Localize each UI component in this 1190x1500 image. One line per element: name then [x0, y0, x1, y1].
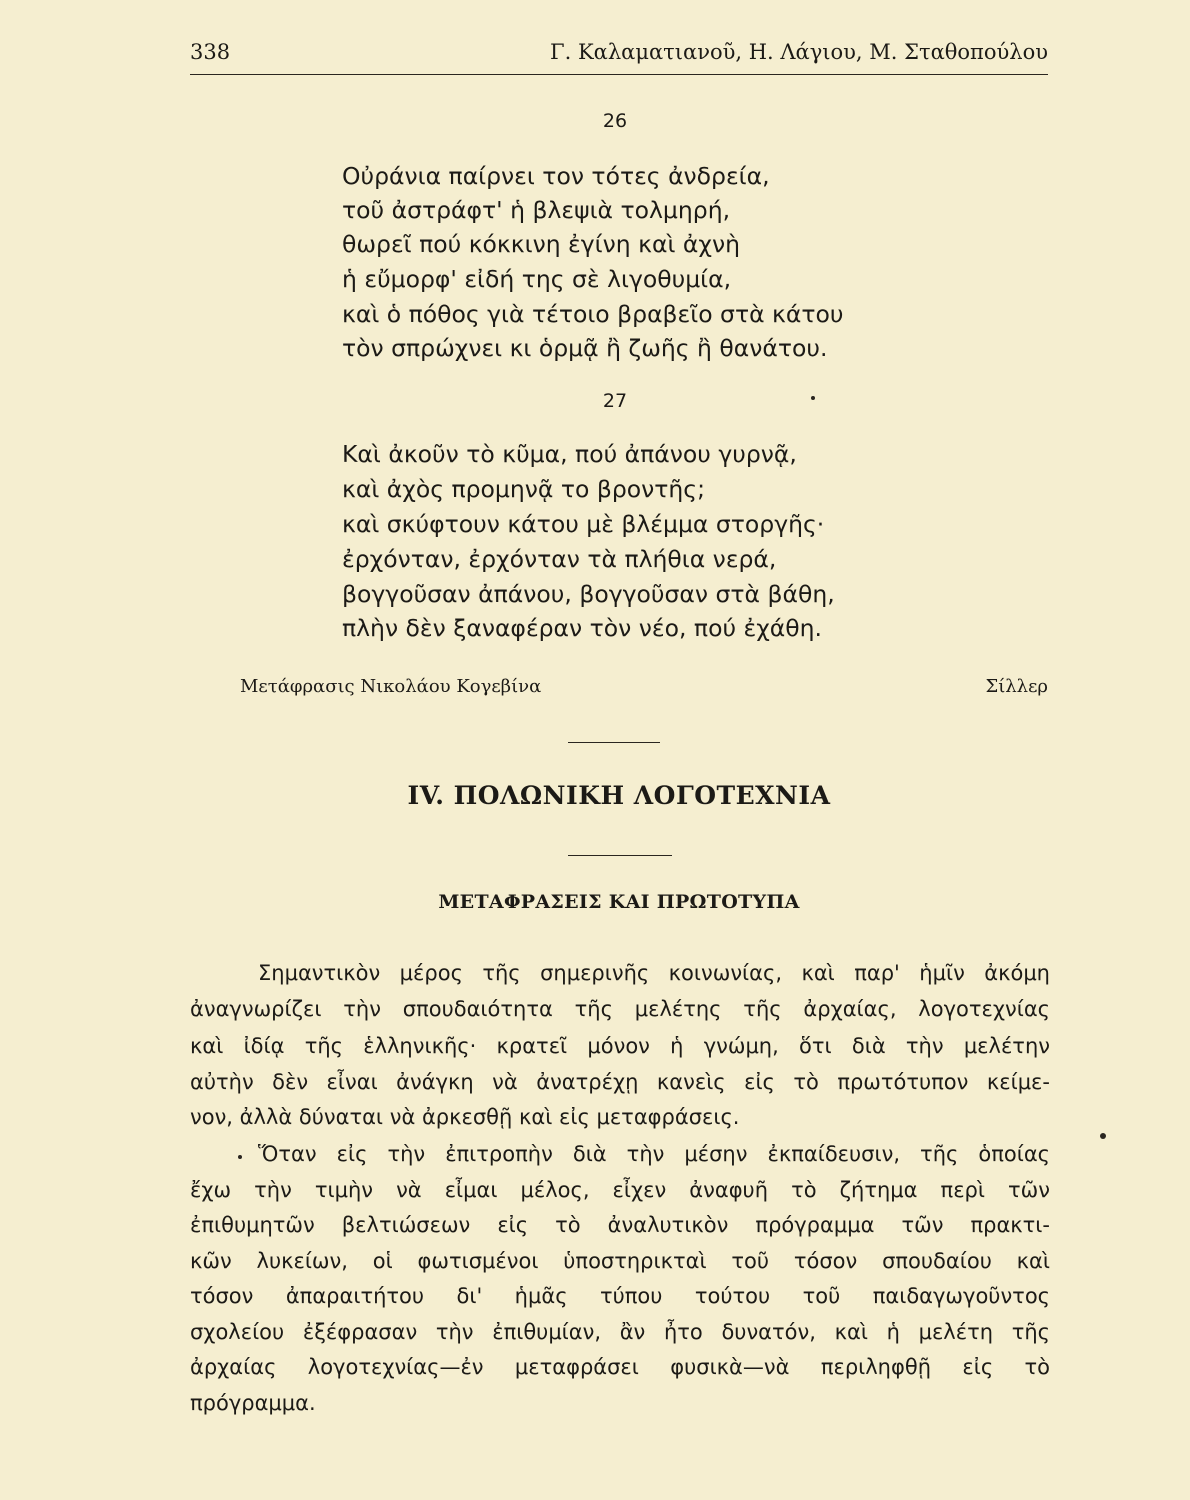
- stanza-number: 27: [602, 390, 628, 412]
- poem-line: θωρεῖ πού κόκκινη ἐγίνη καὶ ἀχνὴ: [342, 230, 740, 258]
- paragraph-line: σχολείου ἐξέφρασαν τὴν ἐπιθυμίαν, ἂν ἦτο δυνατόν, καὶ ἡ μελέτη τῆς: [190, 1320, 1050, 1344]
- poem-line: πλὴν δὲν ξαναφέραν τὸν νέο, πού ἐχάθη.: [342, 614, 823, 642]
- paragraph-line: ἀρχαίας λογοτεχνίας—ἐν μεταφράσει φυσικὰ—νὰ περιληφθῇ εἰς τὸ: [190, 1355, 1050, 1379]
- header-rule: [190, 74, 1048, 75]
- section-divider: [568, 742, 660, 743]
- poem-line: ἡ εὔμορφ' εἰδή της σὲ λιγοθυμία,: [342, 265, 732, 293]
- poem-line: Καὶ ἀκοῦν τὸ κῦμα, πού ἀπάνου γυρνᾷ,: [342, 440, 797, 468]
- paragraph-line: Ὅταν εἰς τὴν ἐπιτροπὴν διὰ τὴν μέσην ἐκπαίδευσιν, τῆς ὁποίας: [258, 1142, 1050, 1166]
- paragraph-line: αὐτὴν δὲν εἶναι ἀνάγκη νὰ ἀνατρέχῃ κανεὶς εἰς τὸ πρωτότυπον κείμε-: [190, 1070, 1050, 1094]
- paragraph-line: κῶν λυκείων, οἱ φωτισμένοι ὑποστηρικταὶ τοῦ τόσον σπουδαίου καὶ: [190, 1249, 1050, 1273]
- section-title: IV. ΠΟΛΩΝΙΚΗ ΛΟΓΟΤΕΧΝΙΑ: [407, 781, 831, 810]
- poem-line: ἐρχόνταν, ἐρχόνταν τὰ πλήθια νερά,: [342, 545, 777, 573]
- page-header: [190, 40, 1048, 74]
- paragraph-line: νον, ἀλλὰ δύναται νὰ ἀρκεσθῇ καὶ εἰς μεταφράσεις.: [190, 1105, 740, 1129]
- paragraph-line: ἐπιθυμητῶν βελτιώσεων εἰς τὸ ἀναλυτικὸν πρόγραμμα τῶν πρακτι-: [190, 1213, 1050, 1237]
- paragraph-line: πρόγραμμα.: [190, 1391, 316, 1415]
- paragraph-line: τόσον ἀπαραιτήτου δι' ἡμᾶς τύπου τούτου τοῦ παιδαγωγοῦντος: [190, 1284, 1050, 1308]
- paragraph-line: ἀναγνωρίζει τὴν σπουδαιότητα τῆς μελέτης τῆς ἀρχαίας, λογοτεχνίας: [190, 997, 1050, 1021]
- running-head: Γ. Καλαματιανοῦ, Η. Λάγιου, Μ. Σταθοπούλου: [550, 40, 1048, 64]
- stanza-number: 26: [602, 110, 628, 132]
- poem-line: τοῦ ἀστράφτ' ἡ βλεψιὰ τολμηρή,: [342, 196, 731, 224]
- poem-line: καὶ σκύφτουν κάτου μὲ βλέμμα στοργῆς·: [342, 510, 825, 538]
- title-divider: [568, 855, 672, 856]
- paragraph-line: καὶ ἰδίᾳ τῆς ἑλληνικῆς· κρατεῖ μόνον ἡ γνώμη, ὅτι διὰ τὴν μελέτην: [190, 1034, 1050, 1058]
- poem-line: καὶ ἀχὸς προμηνᾷ το βροντῆς;: [342, 475, 706, 503]
- poem-line: Οὐράνια παίρνει τον τότες ἀνδρεία,: [342, 162, 770, 190]
- poem-author: Σίλλερ: [985, 676, 1048, 697]
- section-subtitle: ΜΕΤΑΦΡΑΣΕΙΣ ΚΑΙ ΠΡΩΤΟΤΥΠΑ: [438, 891, 800, 913]
- poem-line: βογγοῦσαν ἀπάνου, βογγοῦσαν στὰ βάθη,: [342, 580, 835, 608]
- translator-credit: Μετάφρασις Νικολάου Κογεβίνα: [240, 676, 542, 697]
- page-number: 338: [190, 40, 231, 64]
- poem-line: τὸν σπρώχνει κι ὁρμᾷ ἢ ζωῆς ἢ θανάτου.: [342, 334, 828, 362]
- paragraph-line: ἔχω τὴν τιμὴν νὰ εἶμαι μέλος, εἶχεν ἀναφυῆ τὸ ζήτημα περὶ τῶν: [190, 1178, 1050, 1202]
- poem-line: καὶ ὁ πόθος γιὰ τέτοιο βραβεῖο στὰ κάτου: [342, 300, 844, 328]
- paragraph-line: Σημαντικὸν μέρος τῆς σημερινῆς κοινωνίας, καὶ παρ' ἡμῖν ἀκόμη: [258, 961, 1050, 985]
